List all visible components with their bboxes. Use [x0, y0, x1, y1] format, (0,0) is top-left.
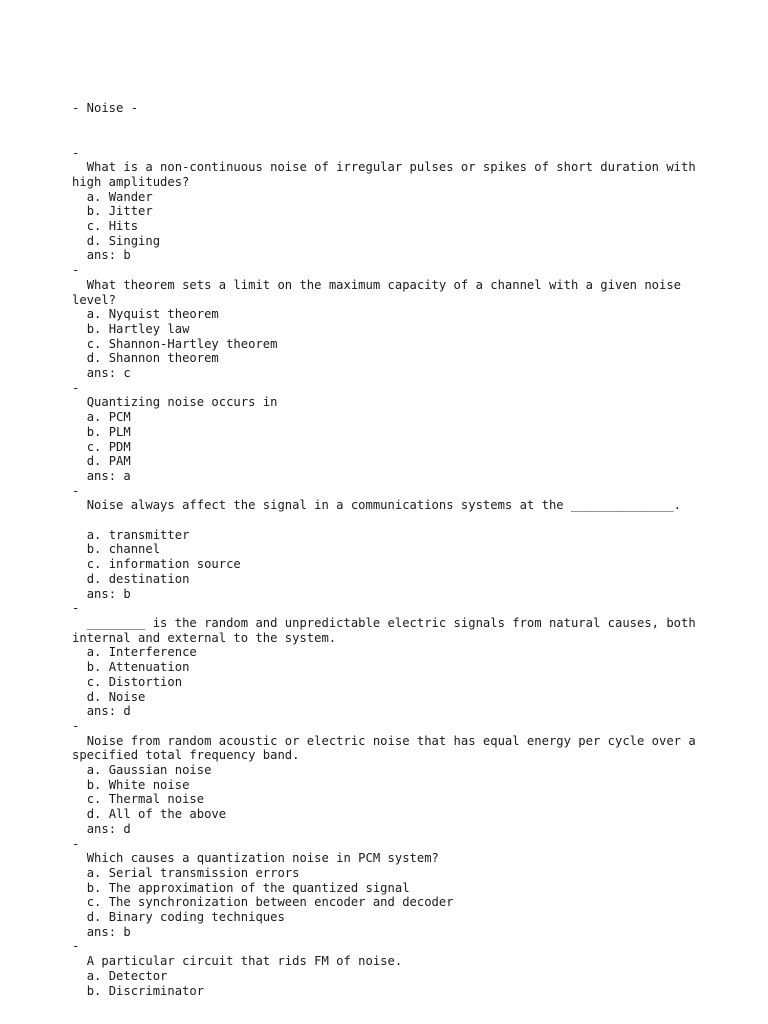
question-text: ________ is the random and unpredictable electric signals from natural causes, both internal and external to the system.: [72, 616, 704, 645]
question-text: Quantizing noise occurs in: [72, 395, 278, 410]
answer-option: a. Wander: [72, 189, 153, 204]
answer-option: b. Attenuation: [72, 660, 190, 675]
answer-option: b. channel: [72, 542, 161, 557]
answer-option: a. Interference: [72, 645, 197, 660]
answer-option: d. destination: [72, 571, 190, 586]
answer-option: c. information source: [72, 557, 241, 572]
answer-option: b. White noise: [72, 777, 190, 792]
answer-key: ans: d: [72, 821, 131, 836]
question-block: [72, 837, 702, 940]
blank-line: [72, 513, 702, 528]
question-block: [72, 484, 702, 602]
answer-key: ans: b: [72, 248, 131, 263]
answer-option: b. PLM: [72, 424, 131, 439]
question-separator: -: [72, 939, 80, 954]
document-title: - Noise -: [72, 101, 139, 116]
question-text: Noise always affect the signal in a communications systems at the ______________.: [72, 498, 682, 513]
question-text: What is a non-continuous noise of irregular pulses or spikes of short duration with high amplitudes?: [72, 160, 704, 189]
answer-option: c. Shannon-Hartley theorem: [72, 336, 278, 351]
answer-option: c. Thermal noise: [72, 792, 205, 807]
question-separator: -: [72, 718, 80, 733]
question-block: [72, 939, 702, 998]
question-separator: -: [72, 380, 80, 395]
question-block: [72, 601, 702, 719]
question-block: [72, 381, 702, 484]
question-text: A particular circuit that rids FM of noise.: [72, 954, 403, 969]
question-text: Noise from random acoustic or electric noise that has equal energy per cycle over a specified total frequency band.: [72, 733, 704, 763]
answer-option: a. Detector: [72, 968, 168, 983]
question-separator: -: [72, 483, 80, 498]
answer-option: a. Gaussian noise: [72, 763, 212, 778]
answer-option: a. transmitter: [72, 527, 190, 542]
answer-option: d. PAM: [72, 454, 131, 469]
answer-option: c. PDM: [72, 439, 131, 454]
answer-key: ans: c: [72, 366, 131, 381]
answer-key: ans: d: [72, 704, 131, 719]
answer-option: d. Binary coding techniques: [72, 910, 285, 925]
answer-option: d. Singing: [72, 233, 161, 248]
question-text: Which causes a quantization noise in PCM system?: [72, 851, 439, 866]
question-separator: -: [72, 263, 80, 278]
question-text: What theorem sets a limit on the maximum capacity of a channel with a given noise level?: [72, 277, 689, 307]
question-block: [72, 719, 702, 837]
answer-key: ans: b: [72, 586, 131, 601]
answer-option: c. Distortion: [72, 674, 183, 689]
answer-option: a. Serial transmission errors: [72, 865, 300, 880]
question-separator: -: [72, 601, 80, 616]
answer-option: c. Hits: [72, 219, 139, 234]
question-list: [72, 146, 702, 999]
answer-option: d. Shannon theorem: [72, 351, 219, 366]
answer-key: ans: b: [72, 924, 131, 939]
question-separator: -: [72, 836, 80, 851]
answer-key: ans: a: [72, 468, 131, 483]
answer-option: b. Discriminator: [72, 983, 205, 998]
answer-option: d. Noise: [72, 689, 146, 704]
answer-option: a. PCM: [72, 410, 131, 425]
answer-option: b. Jitter: [72, 204, 153, 219]
question-block: [72, 263, 702, 381]
answer-option: b. The approximation of the quantized signal: [72, 880, 410, 895]
answer-option: d. All of the above: [72, 807, 227, 822]
question-separator: -: [72, 145, 80, 160]
answer-option: c. The synchronization between encoder and decoder: [72, 895, 454, 910]
answer-option: a. Nyquist theorem: [72, 307, 219, 322]
document-page: [72, 72, 702, 1013]
answer-option: b. Hartley law: [72, 321, 190, 336]
question-block: [72, 146, 702, 264]
